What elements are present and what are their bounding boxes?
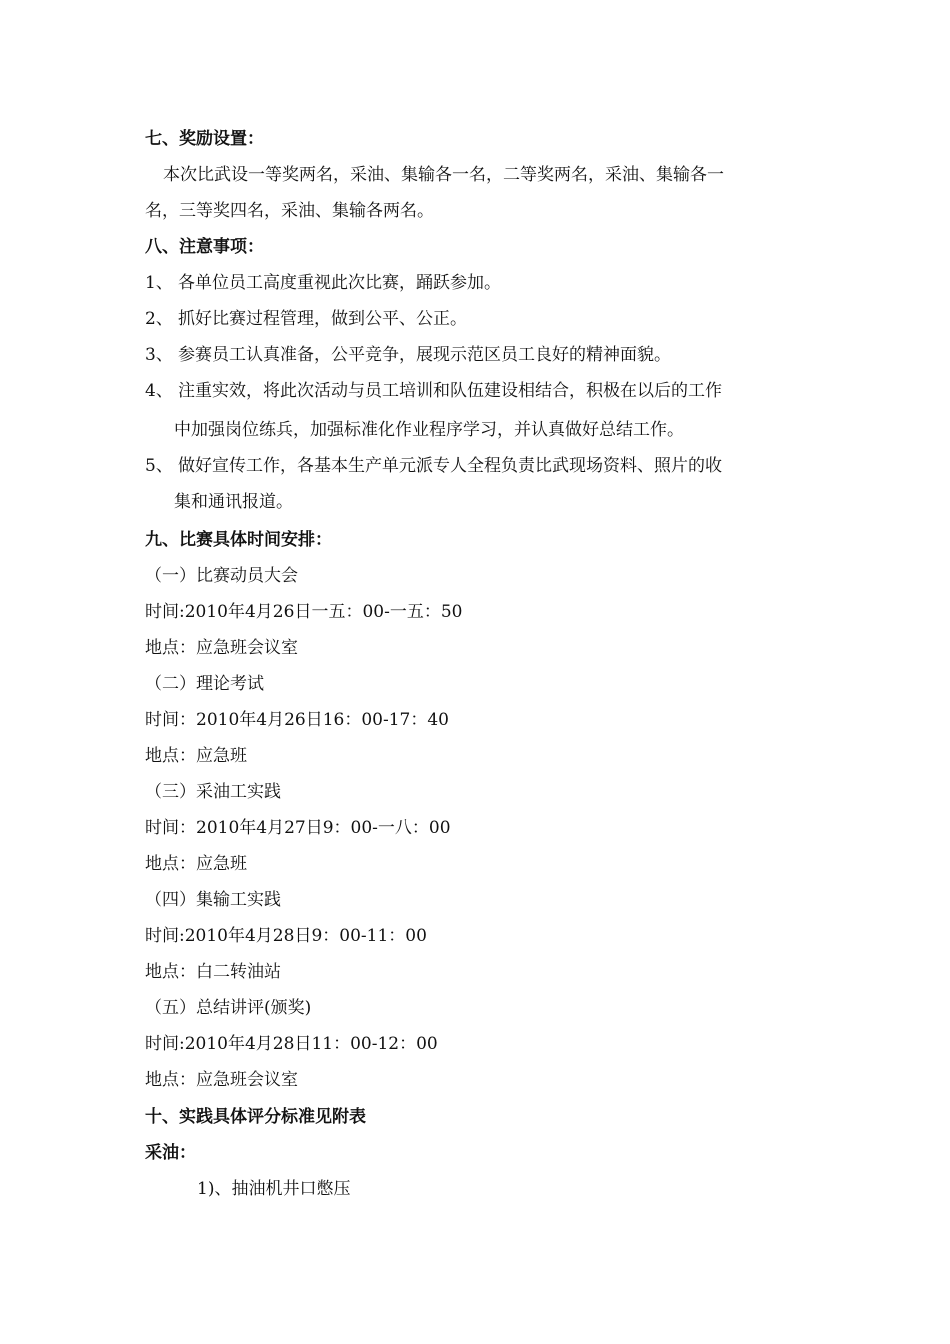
list-item-number: 5、 <box>145 456 173 476</box>
event-place: 地点：应急班 <box>145 746 247 766</box>
section-7-paragraph-line-1: 本次比武设一等奖两名，采油、集输各一名，二等奖两名，采油、集输各一 <box>163 165 724 185</box>
event-place: 地点：白二转油站 <box>145 962 281 982</box>
event-place: 地点：应急班会议室 <box>145 1070 298 1090</box>
list-item-text: 参赛员工认真准备，公平竞争，展现示范区员工良好的精神面貌。 <box>178 345 671 365</box>
list-item-text: 注重实效，将此次活动与员工培训和队伍建设相结合，积极在以后的工作 <box>178 381 722 401</box>
list-item <box>145 380 722 402</box>
event-title: （三）采油工实践 <box>145 782 281 802</box>
list-item-number: 1、 <box>145 273 173 293</box>
list-item-text: 抓好比赛过程管理，做到公平、公正。 <box>178 309 467 329</box>
list-item <box>145 455 722 477</box>
event-title: （一）比赛动员大会 <box>145 566 298 586</box>
subsection-item: 1)、抽油机井口憋压 <box>197 1179 351 1199</box>
event-title: （四）集输工实践 <box>145 890 281 910</box>
list-item <box>145 272 501 294</box>
event-time: 时间:2010年4月26日一五：00-一五：50 <box>145 602 463 622</box>
section-9-heading: 九、比赛具体时间安排： <box>145 530 332 550</box>
list-item-number: 3、 <box>145 345 173 365</box>
event-place: 地点：应急班会议室 <box>145 638 298 658</box>
section-7-paragraph-line-2: 名，三等奖四名，采油、集输各两名。 <box>145 201 434 221</box>
list-item-continuation: 中加强岗位练兵，加强标准化作业程序学习，并认真做好总结工作。 <box>174 420 684 440</box>
list-item-number: 4、 <box>145 381 173 401</box>
list-item-number: 2、 <box>145 309 173 329</box>
event-time: 时间：2010年4月26日16：00-17：40 <box>145 710 449 730</box>
subsection-heading: 采油： <box>145 1143 196 1163</box>
list-item <box>145 344 671 366</box>
section-8-heading: 八、注意事项： <box>145 237 264 257</box>
event-time: 时间:2010年4月28日11：00-12：00 <box>145 1034 438 1054</box>
event-place: 地点：应急班 <box>145 854 247 874</box>
list-item-continuation: 集和通讯报道。 <box>174 492 293 512</box>
event-time: 时间：2010年4月27日9：00-一八：00 <box>145 818 451 838</box>
list-item-text: 做好宣传工作，各基本生产单元派专人全程负责比武现场资料、照片的收 <box>178 456 722 476</box>
list-item-text: 各单位员工高度重视此次比赛，踊跃参加。 <box>178 273 501 293</box>
event-title: （五）总结讲评(颁奖) <box>145 998 312 1018</box>
list-item <box>145 308 467 330</box>
section-10-heading: 十、实践具体评分标准见附表 <box>145 1107 366 1127</box>
event-title: （二）理论考试 <box>145 674 264 694</box>
section-7-heading: 七、奖励设置： <box>145 129 264 149</box>
event-time: 时间:2010年4月28日9：00-11：00 <box>145 926 427 946</box>
